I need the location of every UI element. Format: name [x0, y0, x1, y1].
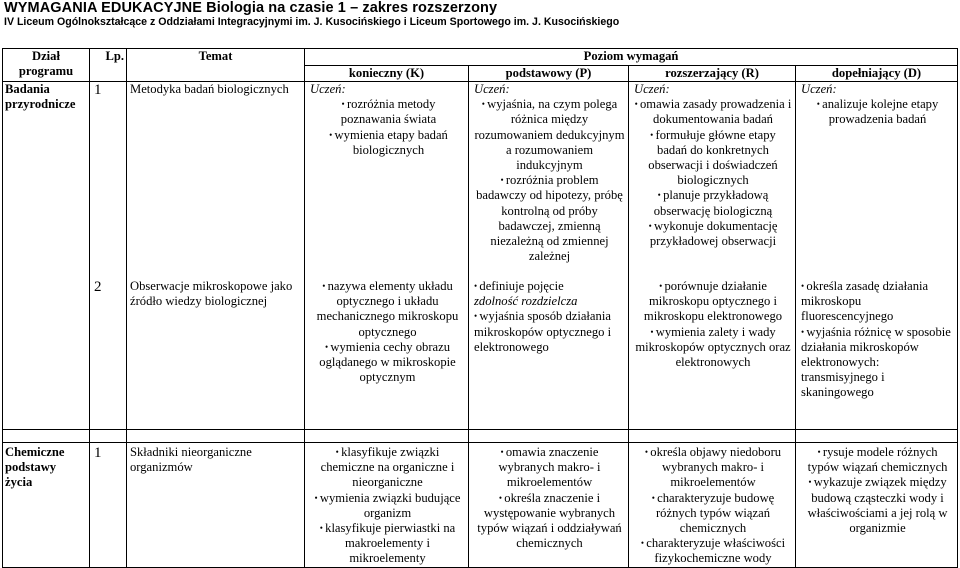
row-temat: Metodyka badań biologicznych [127, 82, 305, 280]
requirements-table [2, 48, 958, 568]
requirement-item: wyjaśnia różnicę w sposobie działania mikroskopów elektronowych: transmisyjnego i skaningowego [801, 324, 951, 400]
spacer-row [3, 430, 958, 443]
table-row [3, 279, 958, 430]
requirement-item: rysuje modele różnych typów wiązań chemicznych [807, 445, 948, 475]
header-dzial: Dział programu [3, 49, 90, 82]
requirement-item: klasyfikuje związki chemiczne na organiczne i nieorganiczne [320, 445, 455, 490]
uczen-label: Uczeń: [801, 82, 837, 96]
cell-r [629, 82, 796, 280]
requirement-item: rozróżnia metody poznawania świata [340, 97, 437, 127]
header-row-2 [3, 65, 958, 82]
requirement-item: charakteryzuje właściwości fizykochemiczne wody [646, 536, 786, 566]
document-subtitle: IV Liceum Ogólnokształcące z Oddziałami Integracyjnymi im. J. Kusocińskiego i Liceum Sportowego im. J. Kusocińskiego [4, 16, 620, 28]
requirement-item: wyjaśnia sposób działania mikroskopów optycznego i elektronowego [474, 309, 612, 354]
section-dzial: Badania przyrodnicze [3, 82, 90, 430]
requirement-item: charakteryzuje budowę różnych typów wiązań chemicznych [655, 490, 775, 536]
table-row [3, 443, 958, 568]
header-level-d: dopełniający (D) [796, 65, 958, 82]
cell-k [305, 82, 469, 280]
cell-p [469, 443, 629, 568]
header-level-r: rozszerzający (R) [629, 65, 796, 82]
uczen-label: Uczeń: [634, 82, 670, 96]
requirement-item: porównuje działanie mikroskopu optycznego i mikroskopu elektronowego [643, 279, 783, 324]
header-row-1 [3, 49, 958, 66]
table-row [3, 82, 958, 280]
cell-p [469, 279, 629, 430]
requirement-item: wykazuje związek między budową cząsteczki wody i właściwościami a jej rolą w organizmie [807, 475, 948, 536]
requirement-item: określa objawy niedoboru wybranych makro- i mikroelementów [650, 445, 782, 490]
cell-d [796, 82, 958, 280]
row-temat: Obserwacje mikroskopowe jako źródło wiedzy biologicznej [127, 279, 305, 430]
row-temat: Składniki nieorganiczne organizmów [127, 443, 305, 568]
uczen-label: Uczeń: [310, 82, 346, 96]
requirement-item: wymienia etapy badań biologicznych [334, 127, 448, 157]
cell-k [305, 279, 469, 430]
header-lp: Lp. [90, 49, 127, 66]
cell-r [629, 443, 796, 568]
requirement-item: planuje przykładową obserwację biologiczną [653, 188, 773, 218]
header-level-k: konieczny (K) [305, 65, 469, 82]
uczen-label: Uczeń: [474, 82, 510, 96]
requirement-item: określa znaczenie i występowanie wybranych typów wiązań i oddziaływań chemicznych [477, 490, 622, 551]
header-level-p: podstawowy (P) [469, 65, 629, 82]
row-lp: 2 [90, 279, 127, 430]
requirement-item: wyjaśnia, na czym polega różnica między rozumowaniem dedukcyjnym a rozumowaniem indukcyjnym [474, 97, 625, 173]
header-temat: Temat [127, 49, 305, 66]
requirement-item: zdolność rozdzielcza [474, 294, 578, 309]
requirement-item: rozróżnia problem badawczy od hipotezy, próbę kontrolną od próby badawczej, zmienną niezależną od zmiennej zależnej [476, 173, 623, 264]
document-title: WYMAGANIA EDUKACYJNE Biologia na czasie 1 – zakres rozszerzony [4, 0, 498, 16]
requirement-item: klasyfikuje pierwiastki na makroelementy i mikroelementy [325, 521, 456, 566]
requirement-item: omawia znaczenie wybranych makro- i mikroelementów [498, 445, 601, 490]
row-lp: 1 [90, 443, 127, 568]
cell-d [796, 443, 958, 568]
requirement-item: formułuje główne etapy badań do konkretnych obserwacji i doświadczeń biologicznych [648, 127, 778, 188]
requirement-item: nazywa elementy układu optycznego i układu mechanicznego mikroskopu optycznego [316, 279, 459, 339]
cell-k [305, 443, 469, 568]
cell-d [796, 279, 958, 430]
requirement-item: wymienia zalety i wady mikroskopów optycznych oraz elektronowych [635, 324, 791, 370]
cell-r [629, 279, 796, 430]
row-lp: 1 [90, 82, 127, 280]
section-dzial: Chemiczne podstawy życia [3, 443, 90, 568]
requirement-item: definiuje pojęcie [479, 279, 564, 293]
requirement-item: wymienia związki budujące organizm [319, 490, 461, 520]
requirement-item: wykonuje dokumentację przykładowej obserwacji [649, 218, 778, 249]
requirement-item: analizuje kolejne etapy prowadzenia badań [822, 97, 939, 127]
requirement-item: omawia zasady prowadzenia i dokumentowania badań [639, 97, 792, 127]
cell-p [469, 82, 629, 280]
header-poziom: Poziom wymagań [305, 49, 958, 66]
requirement-item: określa zasadę działania mikroskopu fluorescencyjnego [801, 279, 929, 324]
requirement-item: wymienia cechy obrazu oglądanego w mikroskopie optycznym [319, 339, 456, 385]
